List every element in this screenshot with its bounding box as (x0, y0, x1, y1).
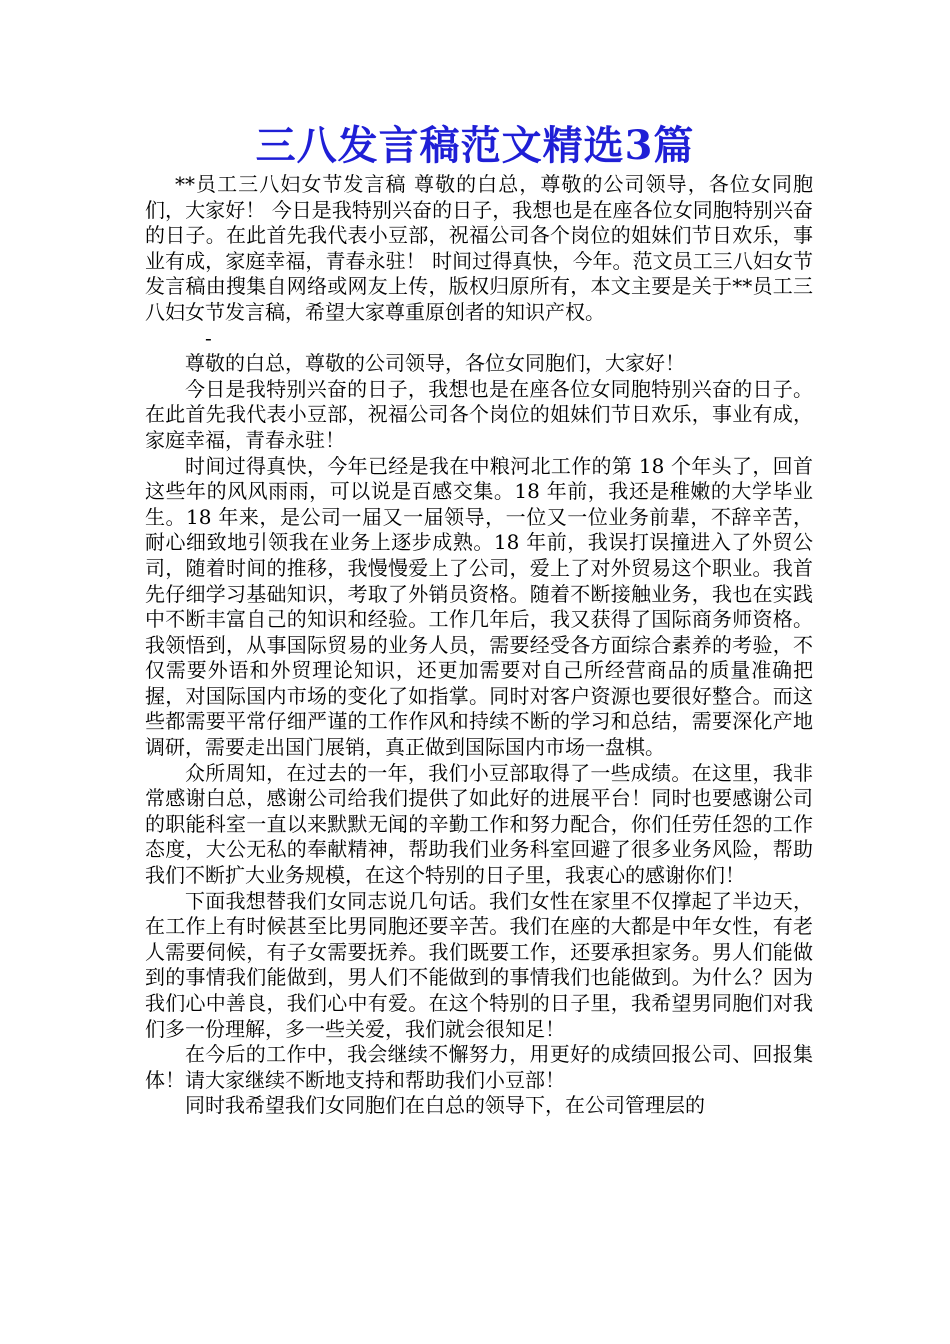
paragraph: 下面我想替我们女同志说几句话。我们女性在家里不仅撑起了半边天，在工作上有时候甚至比男同胞还要辛苦。我们在座的大都是中年女性，有老人需要伺候，有子女需要抚养。我们既要工作，还要承担家务。男人们能做到的事情我们能做到，男人们不能做到的事情我们也能做到。为什么？因为我们心中善良，我们心中有爱。在这个特别的日子里，我希望男同胞们对我们多一份理解，多一些关爱，我们就会很知足！ (145, 888, 813, 1041)
intro-paragraph: **员工三八妇女节发言稿 尊敬的白总，尊敬的公司领导，各位女同胞们，大家好！ 今日是我特别兴奋的日子，我想也是在座各位女同胞特别兴奋的日子。在此首先我代表小豆部，祝福公司各个岗位的姐妹们节日欢乐，事业有成，家庭幸福，青春永驻！ 时间过得真快，今年。范文员工三八妇女节发言稿由搜集自网络或网友上传，版权归原所有，本文主要是关于**员工三八妇女节发言稿，希望大家尊重原创者的知识产权。 (145, 172, 813, 324)
document-title: 三八发言稿范文精选3篇 (255, 122, 695, 169)
paragraph: 今日是我特别兴奋的日子，我想也是在座各位女同胞特别兴奋的日子。在此首先我代表小豆部，祝福公司各个岗位的姐妹们节日欢乐，事业有成，家庭幸福，青春永驻！ (145, 376, 813, 452)
document-body (145, 172, 813, 1119)
paragraph: 时间过得真快，今年已经是我在中粮河北工作的第 18 个年头了，回首这些年的风风雨雨，可以说是百感交集。18 年前，我还是稚嫩的大学毕业生。18 年来，是公司一届又一届领导，一位又一位业务前辈，不辞辛苦，耐心细致地引领我在业务上逐步成熟。18 年前，我误打误撞进入了外贸公司，随着时间的推移，我慢慢爱上了公司，爱上了对外贸易这个职业。我首先仔细学习基础知识，考取了外销员资格。随着不断接触业务，我也在实践中不断丰富自己的知识和经验。工作几年后，我又获得了国际商务师资格。我领悟到，从事国际贸易的业务人员，需要经受各方面综合素养的考验，不仅需要外语和外贸理论知识，还更加需要对自己所经营商品的质量准确把握，对国际国内市场的变化了如指掌。同时对客户资源也要很好整合。而这些都需要平常仔细严谨的工作作风和持续不断的学习和总结，需要深化产地调研，需要走出国门展销，真正做到国际国内市场一盘棋。 (145, 453, 813, 760)
paragraph: 众所周知，在过去的一年，我们小豆部取得了一些成绩。在这里，我非常感谢白总，感谢公司给我们提供了如此好的进展平台！同时也要感谢公司的职能科室一直以来默默无闻的辛勤工作和努力配合，你们任劳任怨的工作态度，大公无私的奉献精神，帮助我们业务科室回避了很多业务风险，帮助我们不断扩大业务规模，在这个特别的日子里，我衷心的感谢你们！ (145, 760, 813, 888)
paragraph: 在今后的工作中，我会继续不懈努力，用更好的成绩回报公司、回报集体！请大家继续不断地支持和帮助我们小豆部！ (145, 1042, 813, 1092)
paragraph: 尊敬的白总，尊敬的公司领导，各位女同胞们，大家好！ (185, 351, 685, 376)
paragraph: 同时我希望我们女同胞们在白总的领导下，在公司管理层的 (185, 1093, 705, 1118)
separator-dash: - (205, 325, 212, 350)
